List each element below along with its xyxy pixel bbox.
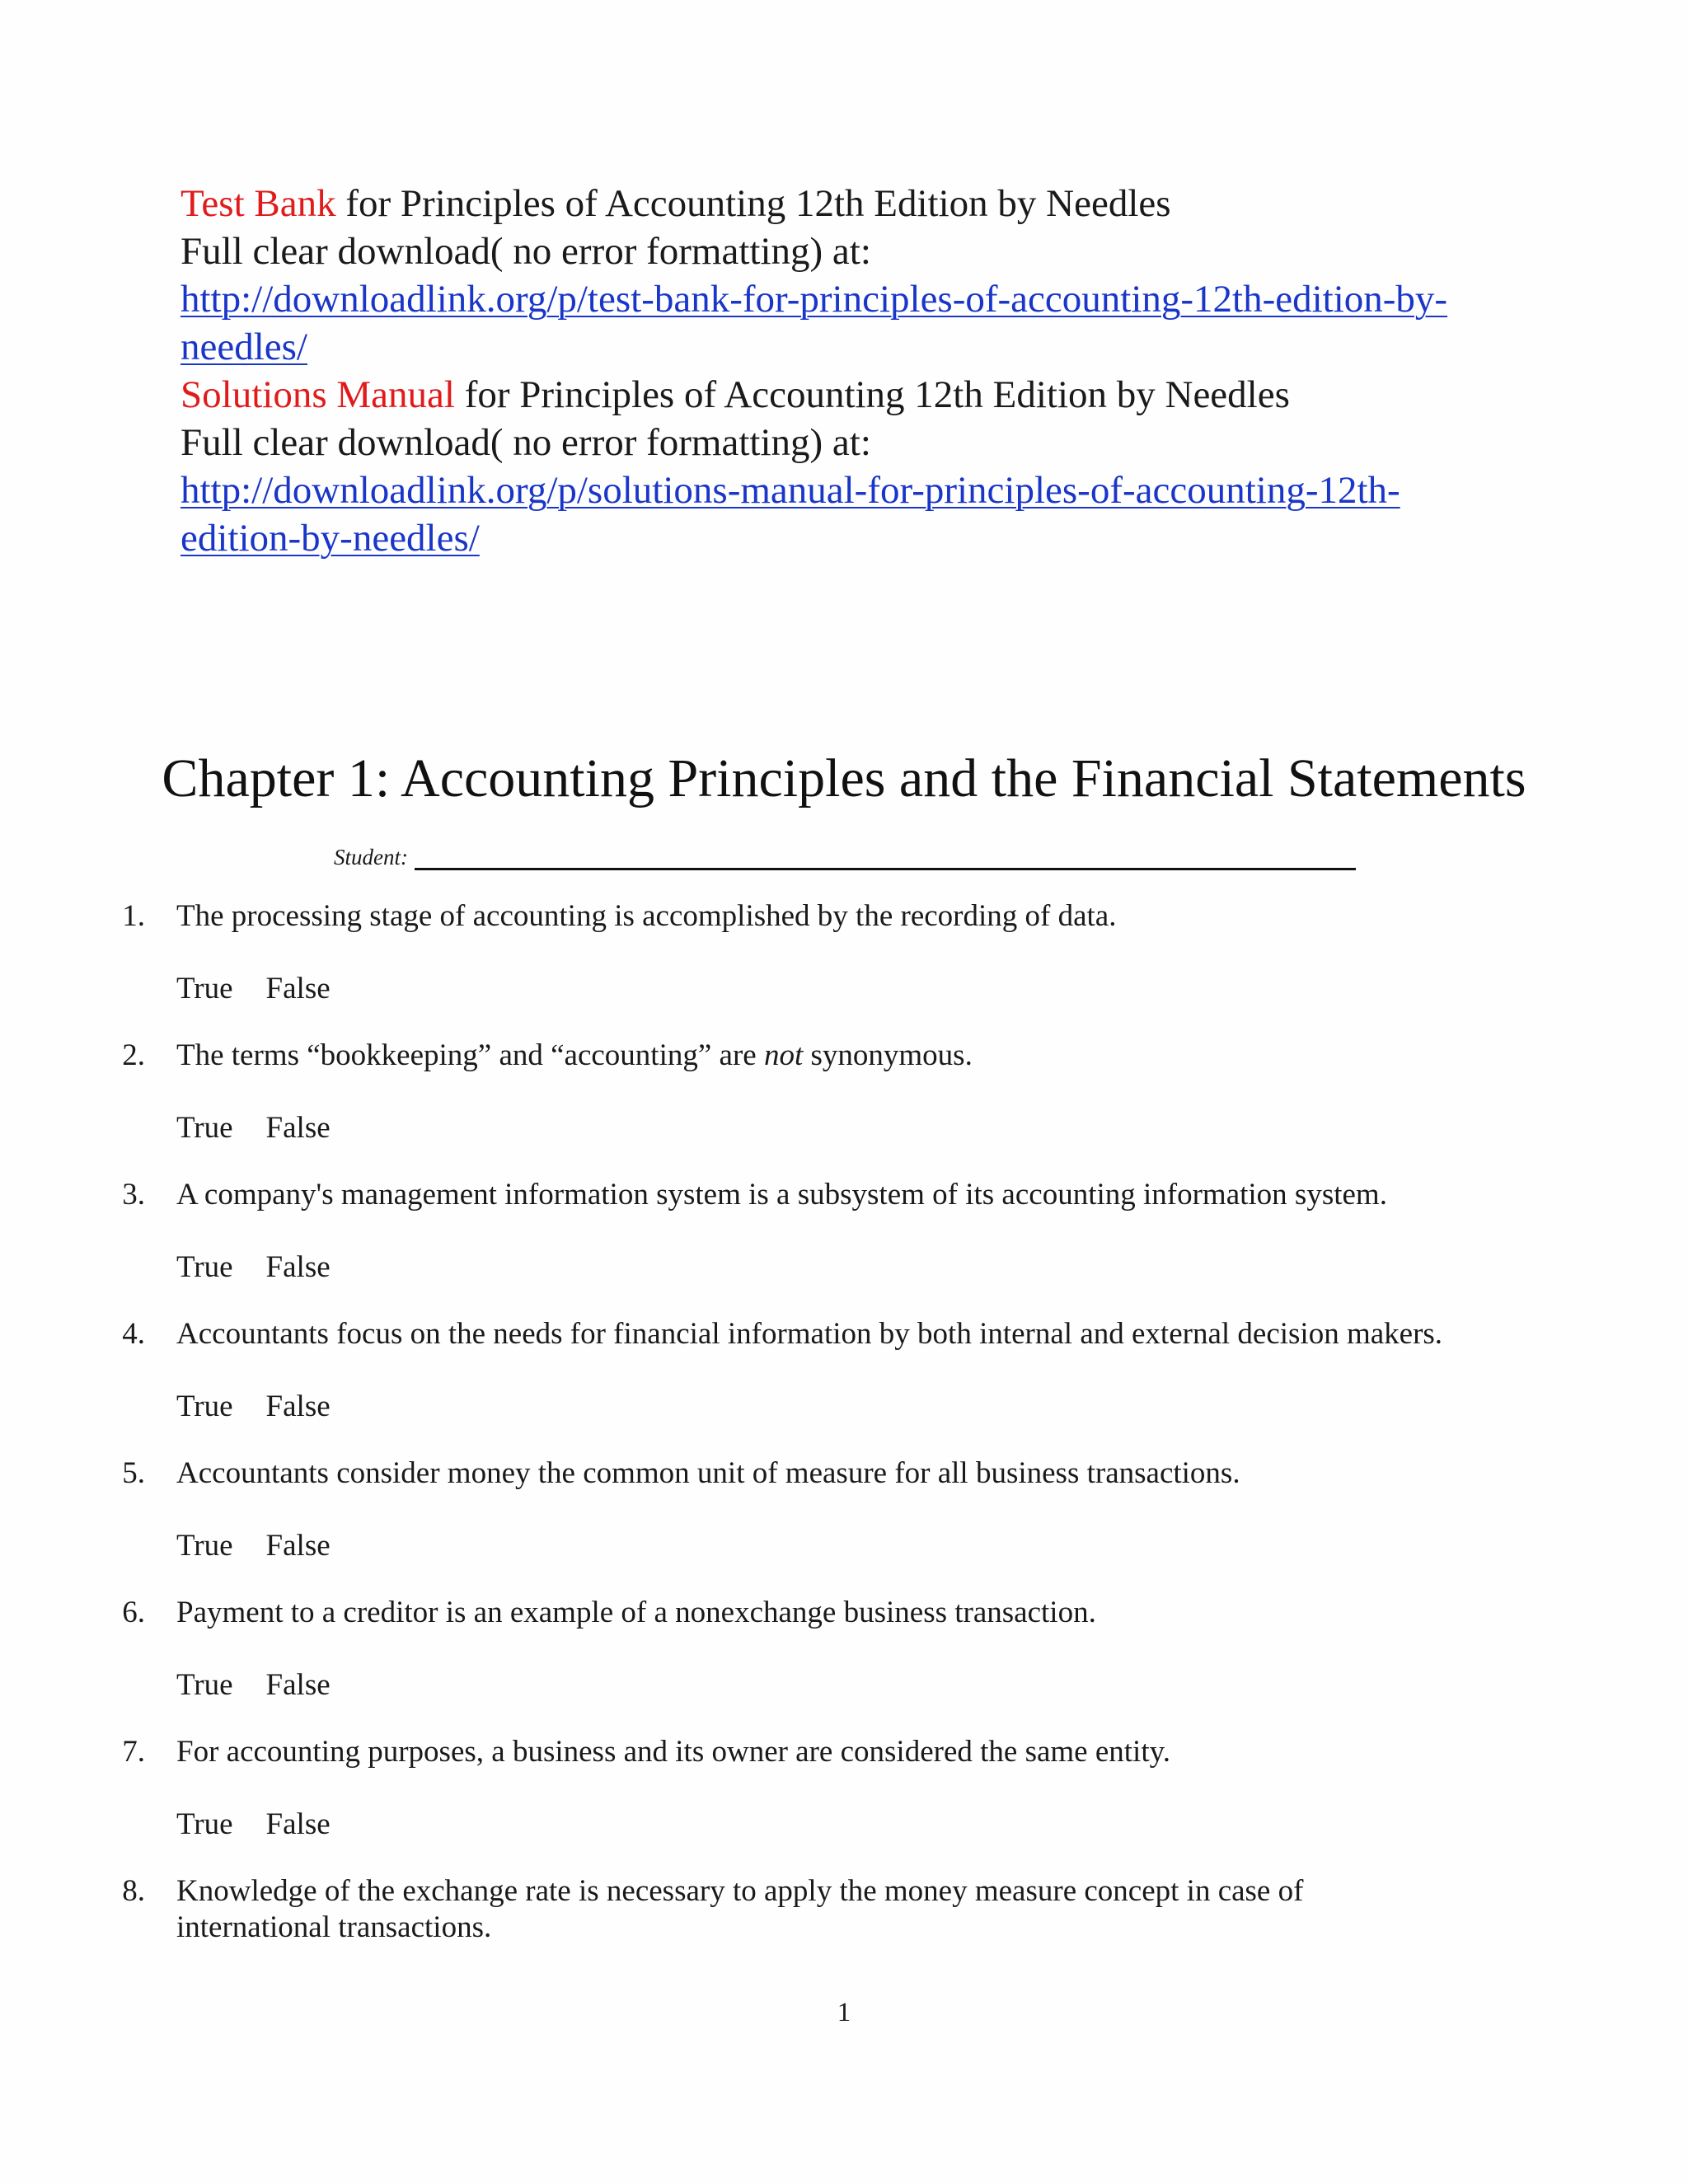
answer-false[interactable]: False [265,1390,331,1423]
question-text: The processing stage of accounting is accomplished by the recording of data. [176,899,1117,933]
answer-true[interactable]: True [176,1250,233,1284]
answer-false[interactable]: False [265,1807,331,1841]
answer-true[interactable]: True [176,1807,233,1841]
question-text-line: international transactions. [176,1910,492,1944]
answer-true[interactable]: True [176,972,233,1005]
question-text-line: Knowledge of the exchange rate is necessary to apply the money measure concept in case of [176,1874,1304,1908]
solutions-manual-download-note: Full clear download( no error formatting) at: [181,421,871,464]
question-number: 4. [122,1317,145,1351]
answer-false[interactable]: False [265,1250,331,1284]
question-item [115,1873,1566,2013]
test-bank-link-cont[interactable] [181,323,1549,371]
answer-false[interactable]: False [265,972,331,1005]
solutions-manual-link[interactable] [181,466,1549,514]
answer-options [176,1667,331,1704]
question-text-part: synonymous. [803,1038,973,1072]
question-text: Accountants focus on the needs for financial information by both internal and external decision makers. [176,1317,1443,1351]
test-bank-link-part2[interactable]: needles/ [181,326,307,368]
chapter-title: Chapter 1: Accounting Principles and the Financial Statements [162,748,1526,808]
page-number: 1 [837,1998,851,2027]
answer-options [176,1528,331,1564]
question-number: 1. [122,899,145,933]
question-text-part: The terms “bookkeeping” and “accounting” are [176,1038,764,1072]
question-text: A company's management information system is a subsystem of its accounting information system. [176,1178,1387,1212]
answer-options [176,1389,331,1425]
question-number: 8. [122,1874,145,1908]
question-item [115,1734,1566,1873]
question-text: For accounting purposes, a business and its owner are considered the same entity. [176,1735,1170,1769]
question-number: 6. [122,1596,145,1629]
question-text [176,1038,1561,1074]
test-bank-label: Test Bank [181,182,336,225]
question-number: 2. [122,1038,145,1072]
test-bank-title: for Principles of Accounting 12th Edition by Needles [335,182,1171,225]
test-bank-link[interactable] [181,275,1549,323]
question-text: Accountants consider money the common unit of measure for all business transactions. [176,1456,1240,1490]
question-number: 7. [122,1735,145,1769]
question-item [115,1038,1566,1177]
question-item [115,1177,1566,1316]
question-item [115,1595,1566,1734]
solutions-manual-link-part2[interactable]: edition-by-needles/ [181,517,480,560]
solutions-manual-title: for Principles of Accounting 12th Edition by Needles [454,373,1290,416]
answer-options [176,1249,331,1286]
student-name-line[interactable] [415,843,1356,870]
download-info-block [181,180,1549,562]
answer-false[interactable]: False [265,1111,331,1145]
answer-true[interactable]: True [176,1668,233,1702]
student-label: Student: [334,845,408,869]
student-field [334,843,1356,870]
answer-true[interactable]: True [176,1529,233,1563]
answer-true[interactable]: True [176,1390,233,1423]
answer-options [176,971,331,1007]
solutions-manual-link-cont[interactable] [181,514,1549,562]
question-item [115,1316,1566,1455]
question-list [115,898,1566,2013]
question-text-emphasis: not [763,1038,804,1072]
test-bank-link-part1[interactable]: http://downloadlink.org/p/test-bank-for-principles-of-accounting-12th-edition-by- [181,278,1448,321]
answer-options [176,1807,331,1843]
test-bank-heading [181,180,1549,227]
solutions-manual-link-part1[interactable]: http://downloadlink.org/p/solutions-manual-for-principles-of-accounting-12th- [181,469,1400,512]
question-item [115,898,1566,1038]
question-text [176,1873,1561,1946]
question-number: 5. [122,1456,145,1490]
question-text: Payment to a creditor is an example of a nonexchange business transaction. [176,1596,1096,1629]
solutions-manual-label: Solutions Manual [181,373,455,416]
answer-false[interactable]: False [265,1529,331,1563]
answer-options [176,1110,331,1146]
solutions-manual-heading [181,371,1549,419]
test-bank-download-note: Full clear download( no error formatting) at: [181,230,871,273]
answer-true[interactable]: True [176,1111,233,1145]
answer-false[interactable]: False [265,1668,331,1702]
question-number: 3. [122,1178,145,1212]
question-item [115,1455,1566,1595]
